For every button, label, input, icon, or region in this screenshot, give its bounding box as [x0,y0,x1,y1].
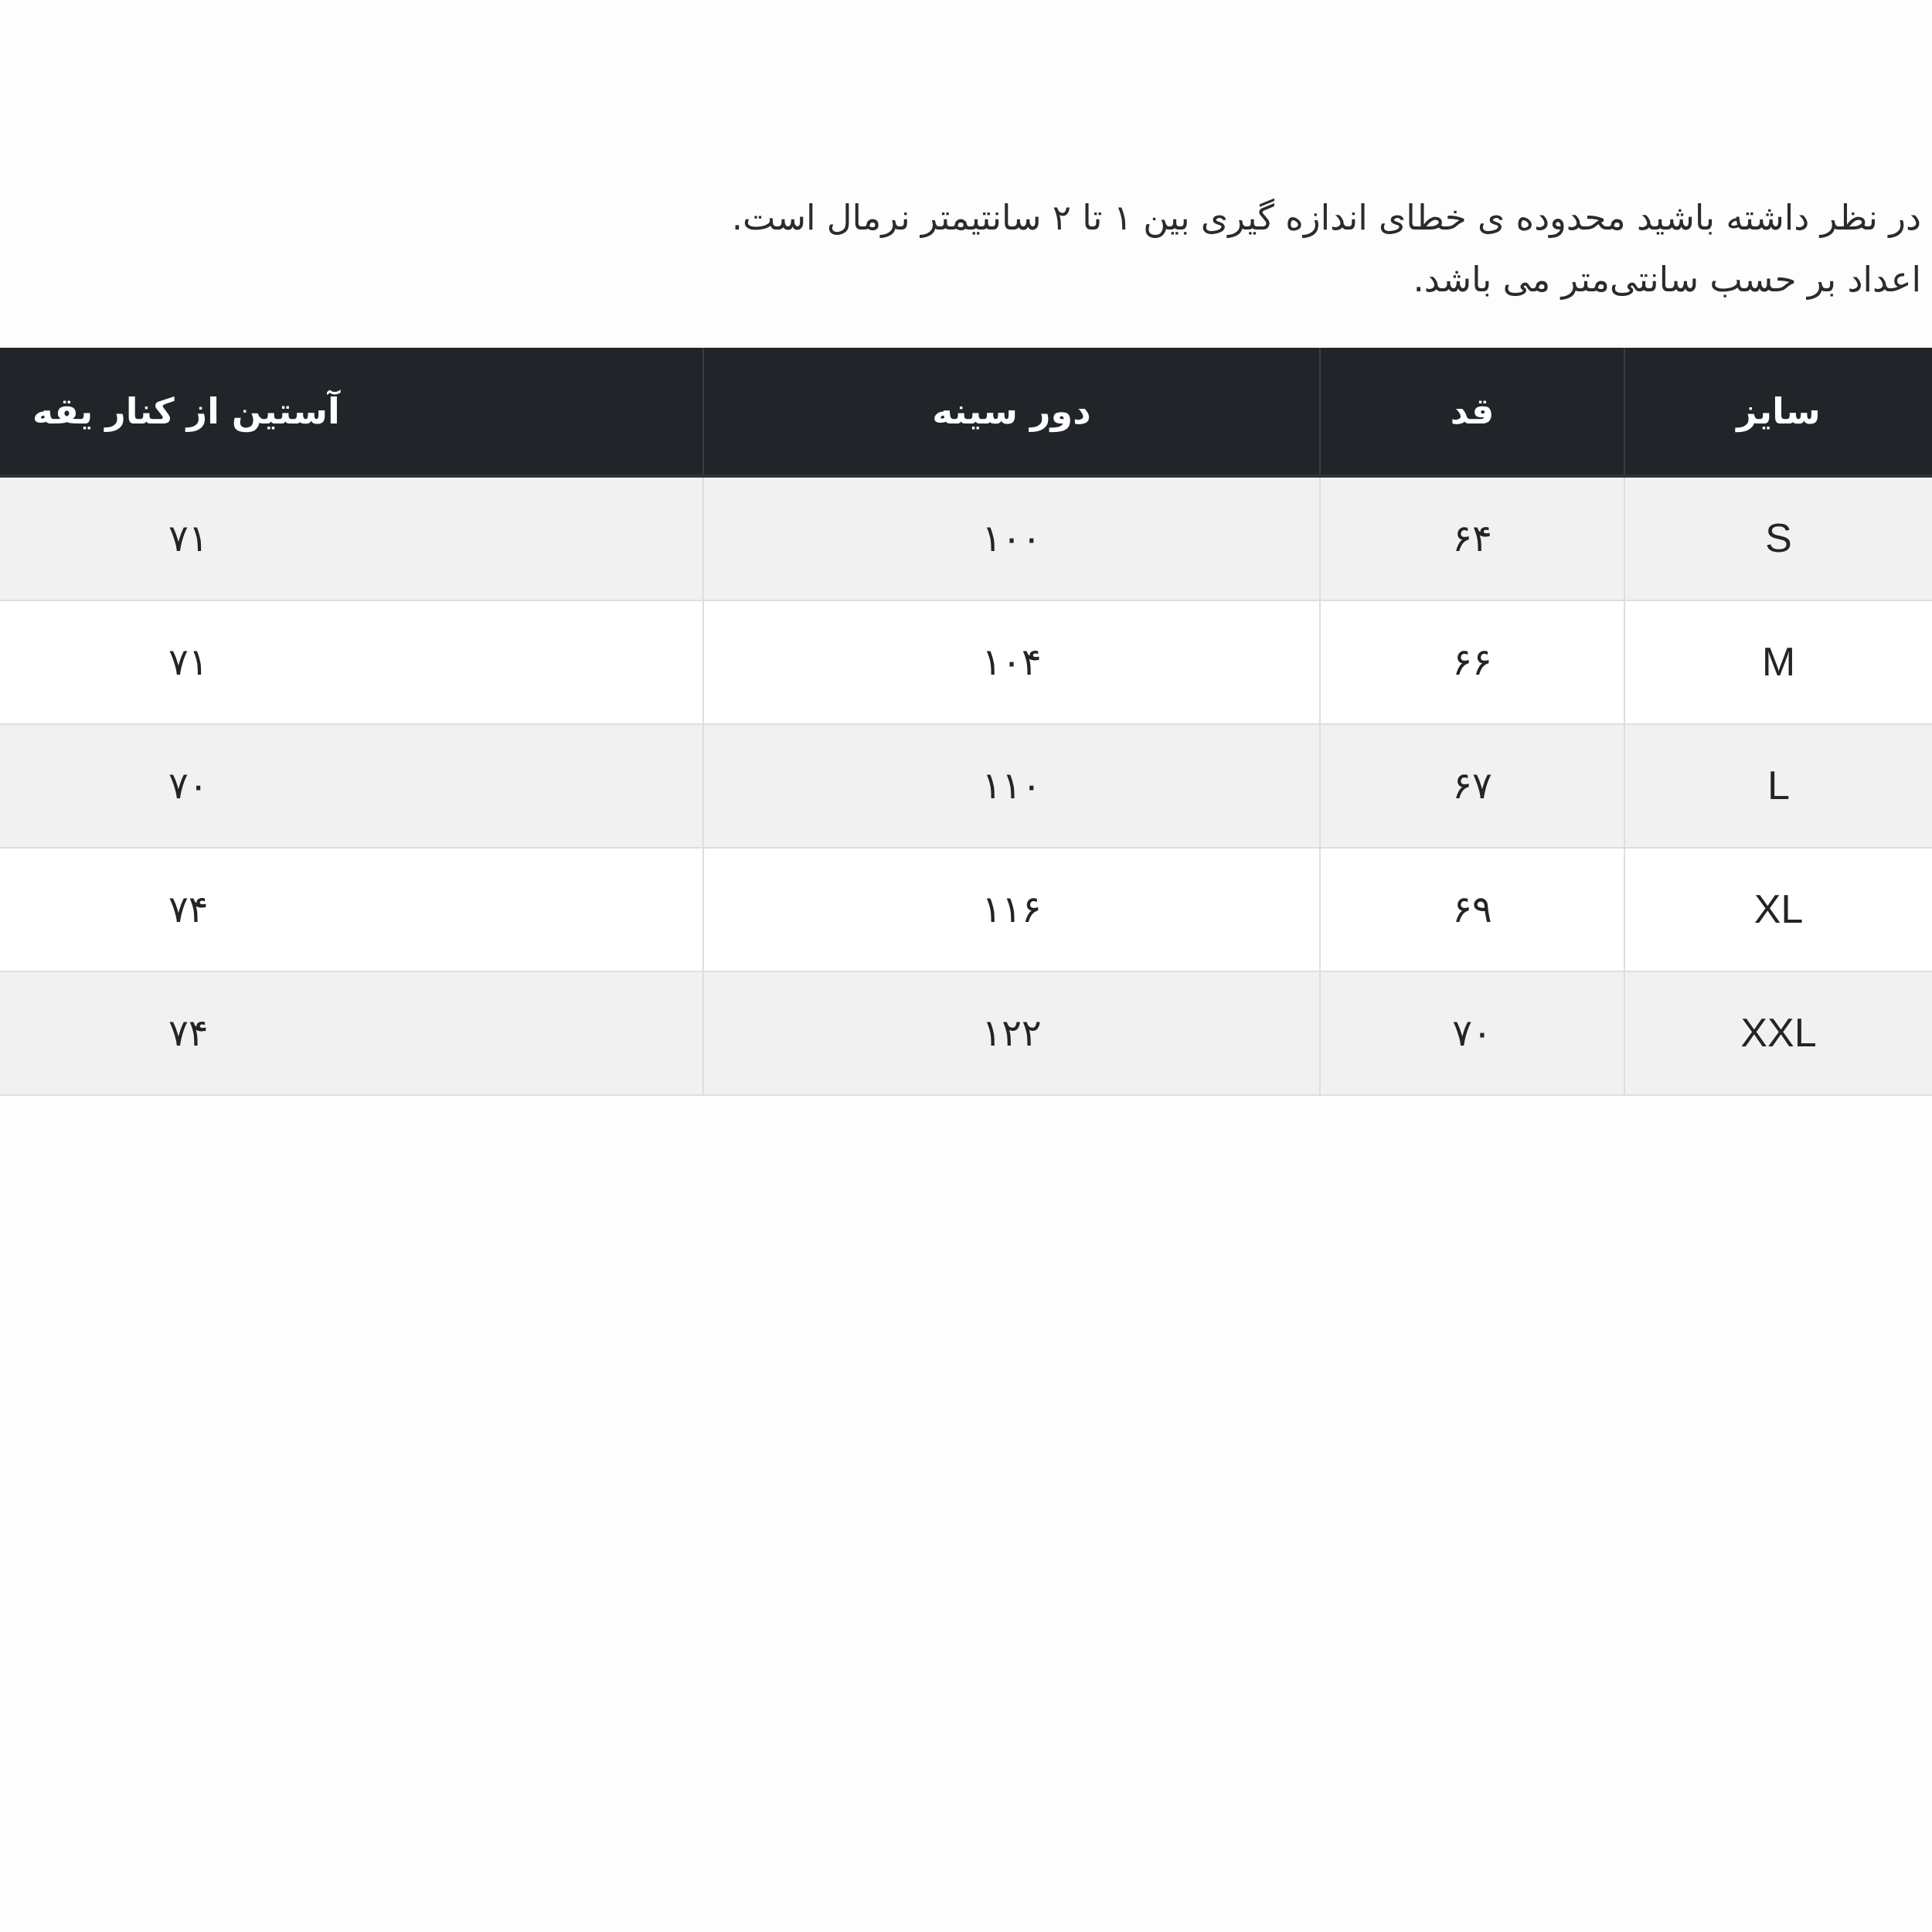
table-row [0,476,1932,600]
table-header [0,348,1932,476]
cell-size: S [1624,476,1932,600]
table-row [0,724,1932,848]
cell-height: ۶۹ [1320,848,1624,971]
header-chest: دور سینه [703,348,1320,476]
cell-chest: ۱۰۰ [703,476,1320,600]
cell-height: ۶۷ [1320,724,1624,848]
cell-height: ۶۴ [1320,476,1624,600]
cell-sleeve: ۷۱ [0,600,703,724]
cell-chest: ۱۱۶ [703,848,1320,971]
error-range-note: در نظر داشته باشید محدوده ی خطای اندازه گیری بین ۱ تا ۲ سانتیمتر نرمال است. [731,197,1921,238]
table-row [0,971,1932,1095]
header-row [0,348,1932,476]
cell-chest: ۱۱۰ [703,724,1320,848]
table-row [0,848,1932,971]
cell-chest: ۱۰۴ [703,600,1320,724]
cell-sleeve: ۷۴ [0,848,703,971]
size-chart-table [0,348,1932,1096]
cell-height: ۷۰ [1320,971,1624,1095]
header-size: سایز [1624,348,1932,476]
table-body [0,476,1932,1095]
cell-sleeve: ۷۴ [0,971,703,1095]
cell-sleeve: ۷۰ [0,724,703,848]
cell-size: M [1624,600,1932,724]
cell-sleeve: ۷۱ [0,476,703,600]
cell-size: XL [1624,848,1932,971]
header-height: قد [1320,348,1624,476]
cell-chest: ۱۲۲ [703,971,1320,1095]
cell-size: XXL [1624,971,1932,1095]
cell-height: ۶۶ [1320,600,1624,724]
units-note: اعداد بر حسب سانتی‌متر می باشد. [1413,259,1921,300]
table-row [0,600,1932,724]
cell-size: L [1624,724,1932,848]
header-sleeve: آستین از کنار یقه [0,348,703,476]
measurement-notes [5,187,1921,311]
